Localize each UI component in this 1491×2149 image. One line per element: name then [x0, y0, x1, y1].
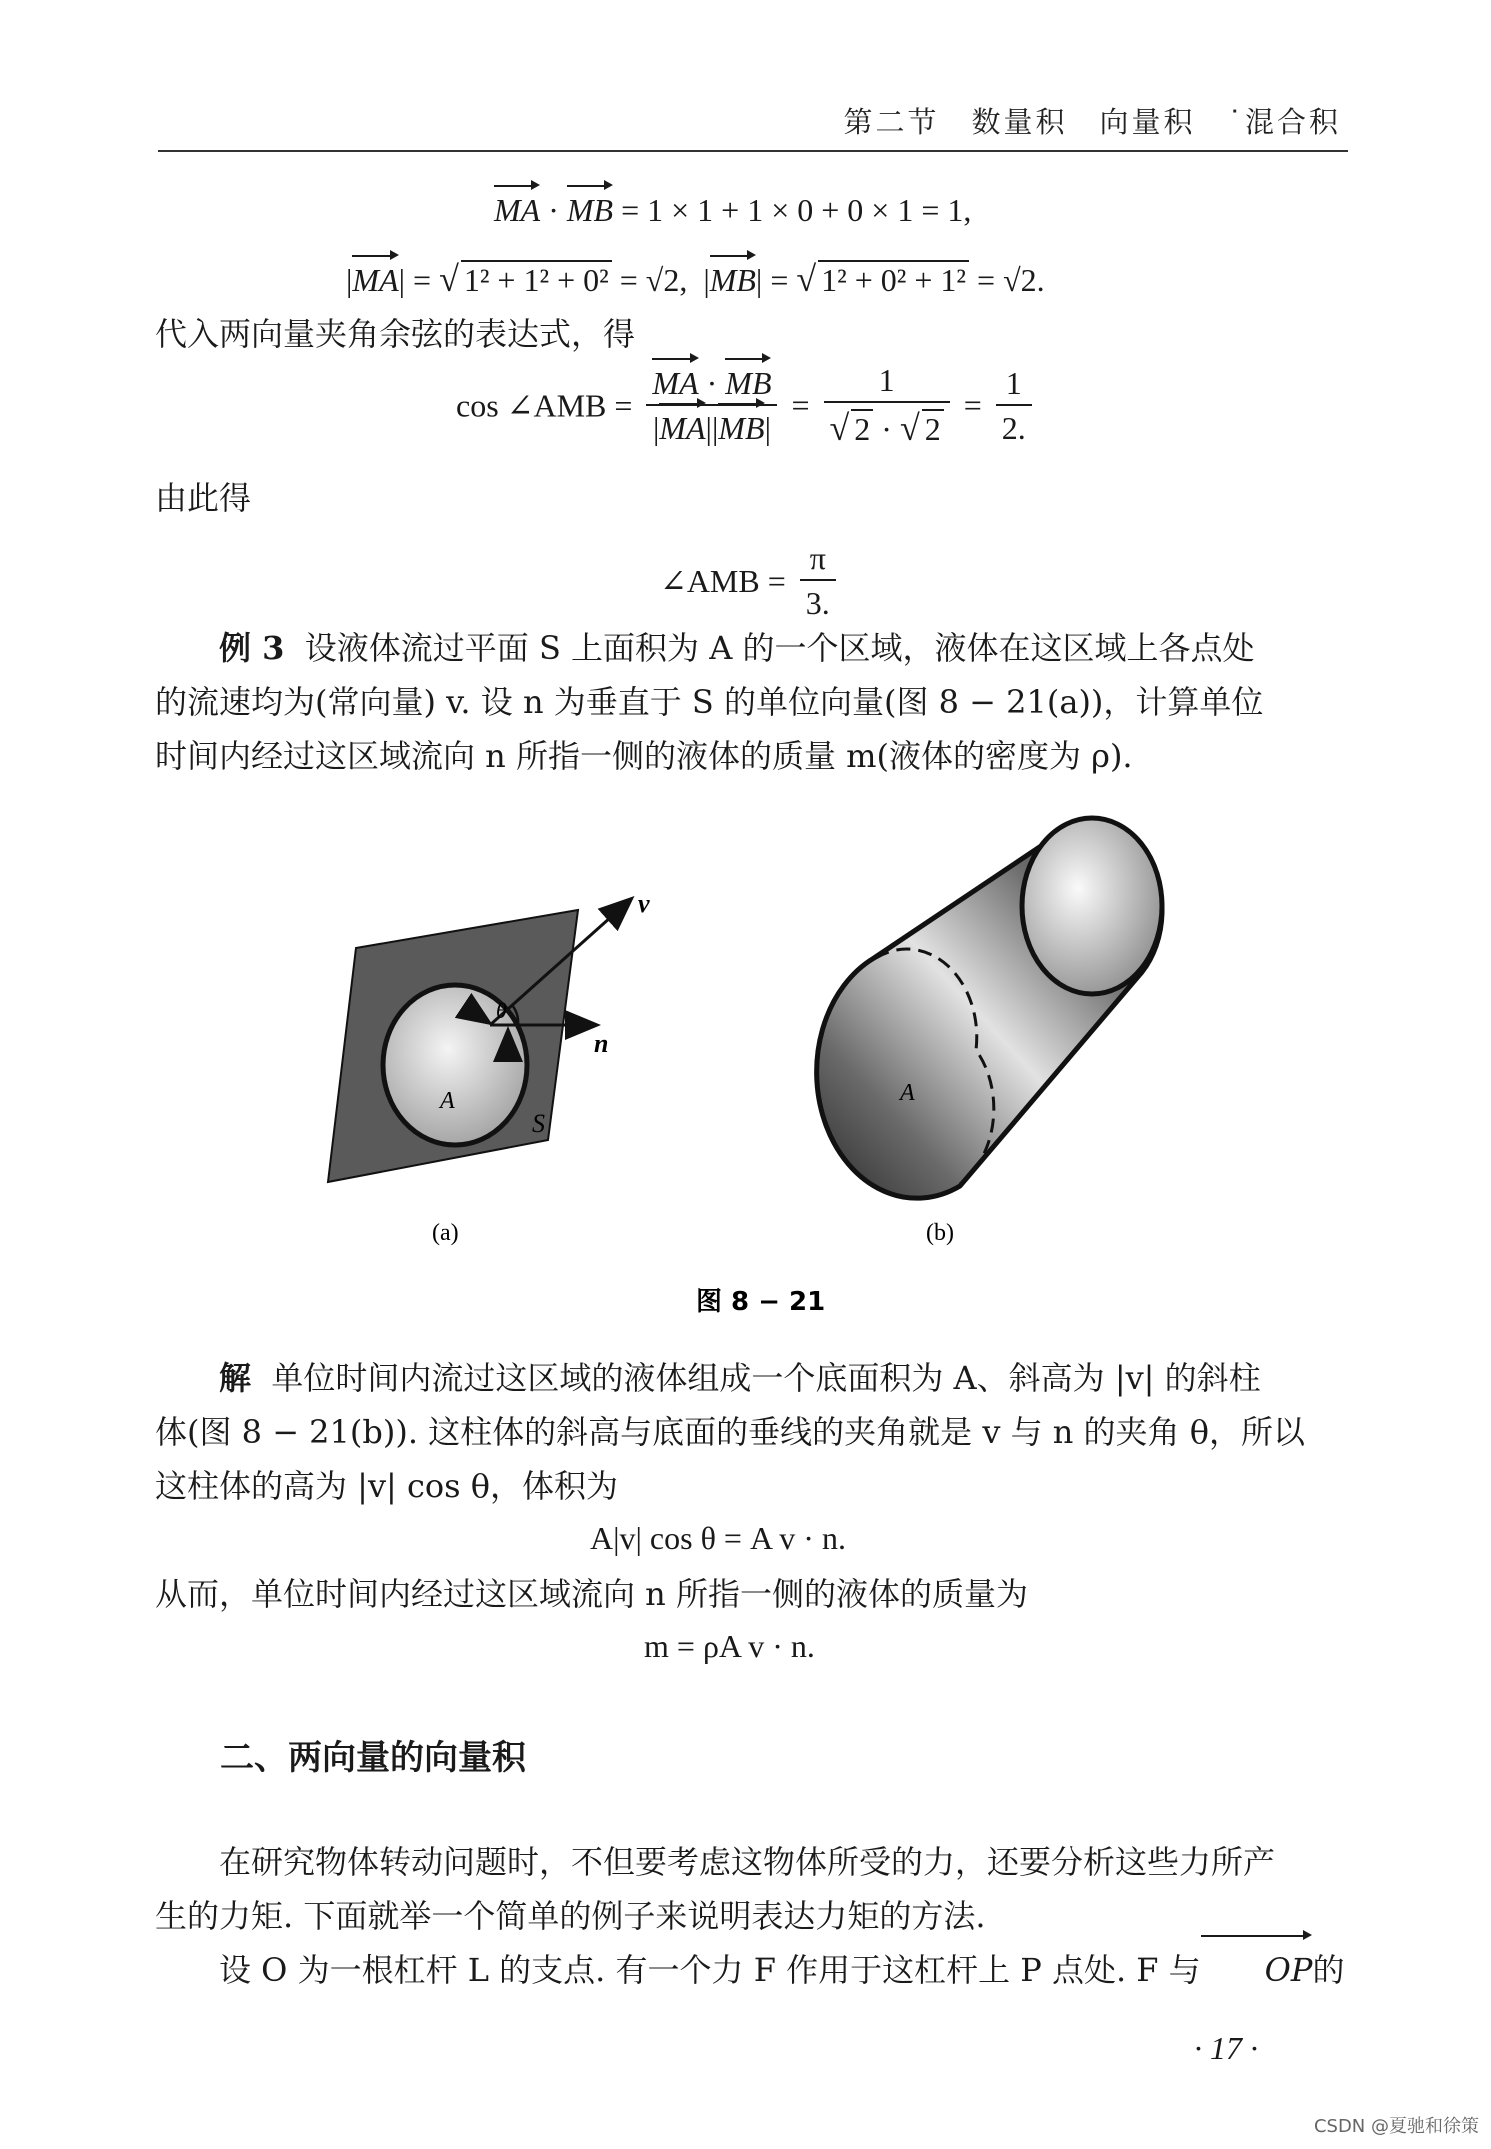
para1-line1: 在研究物体转动问题时，不但要考虑这物体所受的力，还要分析这些力所产 [219, 1843, 1276, 1881]
norm-ma-result: √2, [645, 262, 688, 298]
dot-product-formula: MA · MB = 1 × 1 + 1 × 0 + 0 × 1 = 1, [494, 192, 972, 228]
label-theta: θ [496, 998, 507, 1023]
frac3-num: 1 [996, 365, 1032, 406]
cos-fraction-1: $\frac{MA \cdot MB}{|MA||MB|}$ [646, 365, 777, 447]
frac-num-mb: MB [725, 364, 772, 401]
header-rule [158, 150, 1348, 152]
vector-ma: MA [494, 192, 541, 228]
frac2-root-b: 2 [922, 409, 944, 448]
radicand-mb: 1² + 0² + 1² [818, 260, 969, 299]
example3-line3: 时间内经过这区域流向 n 所指一侧的液体的质量 m(液体的密度为 ρ). [155, 737, 1133, 775]
oblique-cylinder [817, 818, 1162, 1198]
cylinder-top-cap [1022, 818, 1162, 994]
label-n: n [594, 1029, 609, 1058]
frac2-root-a: 2 [851, 409, 873, 448]
cos-formula: cos ∠AMB = $\frac{MA \cdot MB}{|MA||MB|}$ = $\frac{1}{√ 2 \cdot √ 2}$ = $\frac{1}{2.}$ [456, 362, 1038, 449]
example3-line1 [155, 620, 1255, 676]
solution-line1 [155, 1350, 1261, 1406]
cos-fraction-3 [996, 365, 1032, 447]
cos-fraction-2: $\frac{1}{√ 2 \cdot √ 2}$ [824, 362, 950, 449]
example3-label: 例 3 [219, 629, 285, 667]
angle-formula [660, 540, 842, 622]
solution-label: 解 [219, 1359, 252, 1397]
frac-den-ma: MA [659, 409, 706, 446]
label-a-region: A [440, 1088, 455, 1114]
label-a-cylinder: A [900, 1080, 915, 1106]
angle-fraction [800, 540, 836, 622]
radicand-ma: 1² + 1² + 0² [461, 260, 612, 299]
para2-line1 [155, 1942, 1344, 1998]
cos-label: cos ∠AMB = [456, 387, 633, 424]
figure-8-21-render [300, 800, 1220, 1320]
para2-end: 的 [1312, 1951, 1345, 1989]
caption-b: (b) [926, 1220, 954, 1246]
example3-text1: 设液体流过平面 S 上面积为 A 的一个区域，液体在这区域上各点处 [304, 629, 1255, 667]
angle-num: π [800, 540, 836, 581]
norm-mb-result: √2. [1003, 262, 1045, 298]
angle-den: 3. [805, 585, 830, 621]
watermark: CSDN @夏驰和徐策 [1313, 2116, 1479, 2137]
label-v: v [638, 889, 650, 918]
norm-formula: |MA| = √ 1² + 1² + 0² = √2, |MB| = √ 1² + 0² + 1² = √2. [346, 259, 1045, 299]
vector-op: OP [1201, 1942, 1313, 1998]
frac-den-mb: MB [718, 409, 765, 446]
solution-text1: 单位时间内流过这区域的液体组成一个底面积为 A、斜高为 |v| 的斜柱 [271, 1359, 1261, 1397]
running-header: 第二节 数量积 向量积 ˙混合积 [843, 105, 1341, 139]
section-title: 二、两向量的向量积 [220, 1738, 526, 1778]
example3-line2: 的流速均为(常向量) v. 设 n 为垂直于 S 的单位向量(图 8 − 21(a))，计算单位 [155, 683, 1264, 721]
vector-mb: MB [566, 192, 614, 228]
text-hence: 由此得 [155, 479, 252, 517]
angle-label: ∠AMB = [660, 563, 786, 599]
norm-eq-2: = [770, 262, 789, 298]
frac3-den: 2. [1001, 409, 1026, 446]
solution-line3: 这柱体的高为 |v| cos θ，体积为 [155, 1467, 619, 1505]
frac2-num: 1 [824, 362, 950, 403]
label-s: S [532, 1109, 545, 1138]
dot-product-rhs: = 1 × 1 + 1 × 0 + 0 × 1 = 1, [621, 192, 972, 228]
solution-line2: 体(图 8 − 21(b)). 这柱体的斜高与底面的垂线的夹角就是 v 与 n 的夹角 θ，所以 [155, 1413, 1305, 1451]
para2-text: 设 O 为一根杠杆 L 的支点. 有一个力 F 作用于这杠杆上 P 点处. F 与 [219, 1951, 1201, 1989]
caption-a: (a) [432, 1220, 459, 1246]
para1-line2: 生的力矩. 下面就举一个简单的例子来说明表达力矩的方法. [155, 1897, 986, 1935]
page-number: · 17 · [1194, 2030, 1258, 2066]
figure-title: 图 8 − 21 [696, 1287, 826, 1317]
mass-intro: 从而，单位时间内经过这区域流向 n 所指一侧的液体的质量为 [155, 1575, 1028, 1613]
norm-ma-vector: MA [352, 262, 399, 298]
frac-num-ma: MA [652, 364, 699, 401]
norm-mb-vector: MB [709, 262, 756, 298]
norm-eq-1: = [413, 262, 432, 298]
volume-formula: A|v| cos θ = A v · n. [590, 1520, 846, 1556]
text-substitute: 代入两向量夹角余弦的表达式，得 [155, 315, 636, 353]
mass-formula: m = ρA v · n. [644, 1628, 815, 1664]
